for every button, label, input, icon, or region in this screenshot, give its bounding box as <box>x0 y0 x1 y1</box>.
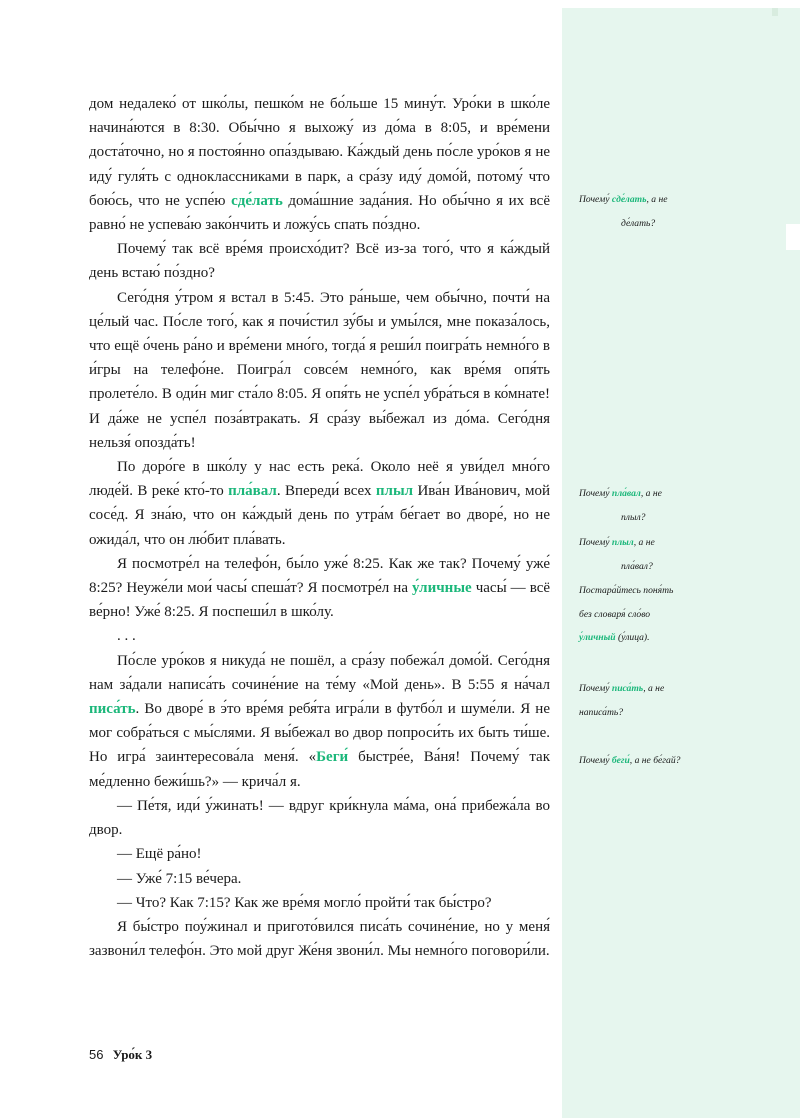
highlighted-verb: беги́ <box>611 755 630 766</box>
text-run: часы́ — всё ве́рно! Уже́ 8:25. Я поспеши́л в шко́лу. <box>89 580 551 621</box>
highlighted-verb: у́личный <box>579 632 616 643</box>
highlighted-verb: писа́ть <box>89 701 136 718</box>
text-run: Почему́ <box>579 488 612 499</box>
text-run: Почему́ <box>579 755 612 766</box>
page-footer <box>89 1047 152 1063</box>
paragraph <box>89 891 550 915</box>
text-run: дом недалеко́ от шко́лы, пешко́м не бо́льше 15 мину́т. Уро́ки в шко́ле начина́ются в 8:30. Обы́чно я выхожу́ из до́ма в 8:05, и вре́мени доста́точно, но я постоя́нно опа́здываю. Ка́ждый день по́сле уро́ков я не иду́ гуля́ть с одноклассниками в парк, а сра́зу иду́ домо́й, потому́ что бою́сь, что не успе́ю <box>89 96 550 209</box>
note-line <box>579 701 664 725</box>
text-run: — Ещё ра́но! <box>117 846 202 863</box>
text-run: — Пе́тя, иди́ у́жинать! — вдруг кри́кнула ма́ма, она́ прибежа́ла во двор. <box>89 797 550 839</box>
note-line <box>579 531 655 555</box>
text-run: (у́лица). <box>615 632 650 643</box>
note-line <box>579 749 680 773</box>
text-run: плыл? <box>621 511 646 523</box>
highlighted-verb: пла́вал <box>611 488 641 499</box>
paragraph <box>89 867 550 891</box>
note-line <box>579 677 664 701</box>
text-run: быстре́е, Ва́ня! Почему́ так ме́дленно бежи́шь?» — крича́л я. <box>89 749 550 790</box>
text-run: , а не <box>633 537 655 548</box>
paragraph <box>89 624 550 648</box>
text-run: написа́ть? <box>579 706 624 718</box>
note-line <box>579 212 667 236</box>
text-run: , а не <box>646 194 668 205</box>
text-run: По доро́ге в шко́лу у нас есть река́. Около неё я уви́дел мно́го люде́й. В реке́ кто́-то <box>89 459 550 500</box>
page-tab-notch <box>786 224 800 250</box>
margin-note-ulichny <box>579 579 673 650</box>
text-run: дома́шние зада́ния. Но обы́чно я их всё равно́ не успева́ю зако́нчить и ложу́сь спать по́здно. <box>89 192 550 234</box>
paragraph <box>89 915 550 963</box>
text-run: пла́вал? <box>621 560 653 572</box>
text-run: , а не <box>643 683 665 694</box>
corner-mark <box>772 8 778 16</box>
text-run: . Во дворе́ в э́то вре́мя ребя́та игра́ли в футбо́л и шуме́ли. Я не мог собра́ться с мы́слями. Я вы́бежал во двор попроси́ть их быть ти́ше. Но игра́ заинтересова́ла меня́. « <box>89 701 550 766</box>
highlighted-verb: плыл <box>611 537 634 548</box>
note-line <box>579 555 655 579</box>
text-run: Ива́н Ива́нович, мой сосе́д. Я зна́ю, что он ка́ждый день по утра́м бе́гает во дворе́, но не ожида́л, что он лю́бит пла́вать. <box>89 483 550 548</box>
text-run: Почему́ <box>579 683 612 694</box>
text-run: , а не <box>640 488 662 499</box>
note-line <box>579 506 662 530</box>
highlighted-verb: плыл <box>375 483 414 500</box>
text-run: Я посмотре́л на телефо́н, бы́ло уже́ 8:25. Как же так? Почему́ уже́ 8:25? Неуже́ли мои́ часы́ спеша́т? Я посмотре́л на <box>89 555 550 597</box>
paragraph <box>89 649 550 794</box>
text-run: . . . <box>117 628 136 645</box>
highlighted-verb: Беги́ <box>316 749 349 766</box>
paragraph <box>89 794 550 842</box>
highlighted-verb: у́личные <box>412 580 472 597</box>
text-run: . Впереди́ всех <box>276 483 376 500</box>
highlighted-verb: сде́лать <box>611 194 647 205</box>
text-run: , а не бе́гай? <box>629 755 681 766</box>
note-line <box>579 188 667 212</box>
margin-note-plaval <box>579 482 662 529</box>
text-run: — Что? Как 7:15? Как же вре́мя могло́ пройти́ так бы́стро? <box>117 894 492 911</box>
note-line <box>579 579 673 603</box>
highlighted-verb: писа́ть <box>611 683 644 694</box>
note-line <box>579 603 673 627</box>
margin-note-begi <box>579 749 680 773</box>
paragraph <box>89 92 550 237</box>
lesson-label: Уро́к 3 <box>112 1047 153 1062</box>
paragraph <box>89 842 550 866</box>
margin-note-plyl <box>579 531 655 578</box>
text-run: без словаря́ сло́во <box>579 608 651 620</box>
paragraph <box>89 286 550 455</box>
text-run: — Уже́ 7:15 ве́чера. <box>117 870 242 887</box>
text-run: Почему́ так всё вре́мя происхо́дит? Всё из-за того́, что я ка́ждый день встаю́ по́здно? <box>89 241 550 282</box>
text-run: По́сле уро́ков я никуда́ не пошёл, а сра́зу побежа́л домо́й. Сего́дня нам за́дали написа́ть сочине́ние на те́му «Мой день». В 5:55 я на́чал <box>89 652 550 693</box>
paragraph <box>89 552 550 625</box>
note-line <box>579 626 673 650</box>
text-run: Почему́ <box>579 194 612 205</box>
text-run: де́лать? <box>621 217 656 229</box>
text-run: Я бы́стро поу́жинал и пригото́вился писа́ть сочине́ние, но у меня́ зазвони́л телефо́н. Это мой друг Же́ня звони́л. Мы немно́го поговори́ли. <box>89 918 550 960</box>
paragraph <box>89 455 550 552</box>
highlighted-verb: сде́лать <box>231 192 283 209</box>
page-number: 56 <box>89 1047 104 1062</box>
margin-note-sdelat <box>579 188 667 235</box>
story-text <box>89 92 550 963</box>
text-run: Почему́ <box>579 537 612 548</box>
margin-note-pisat <box>579 677 664 724</box>
highlighted-verb: пла́вал <box>228 483 277 500</box>
text-run: Сего́дня у́тром я встал в 5:45. Это ра́ньше, чем обы́чно, почти́ на це́лый час. По́сле того́, как я почи́стил зу́бы и умы́лся, мне показа́лось, что ещё о́чень ра́но и вре́мени мно́го, тогда́ я реши́л поигра́ть немно́го в и́гры на телефо́не. Поигра́л совсе́м немно́го, как вре́мя опя́ть пролете́ло. В оди́н миг ста́ло 8:05. Я опя́ть не успе́л убра́ться в ко́мнате! И да́же не успе́л поза́втракать. Я сра́зу вы́бежал из до́ма. Сего́дня нельзя́ опозда́ть! <box>89 289 550 451</box>
text-run: Постара́йтесь поня́ть <box>579 585 674 596</box>
paragraph <box>89 237 550 285</box>
note-line <box>579 482 662 506</box>
